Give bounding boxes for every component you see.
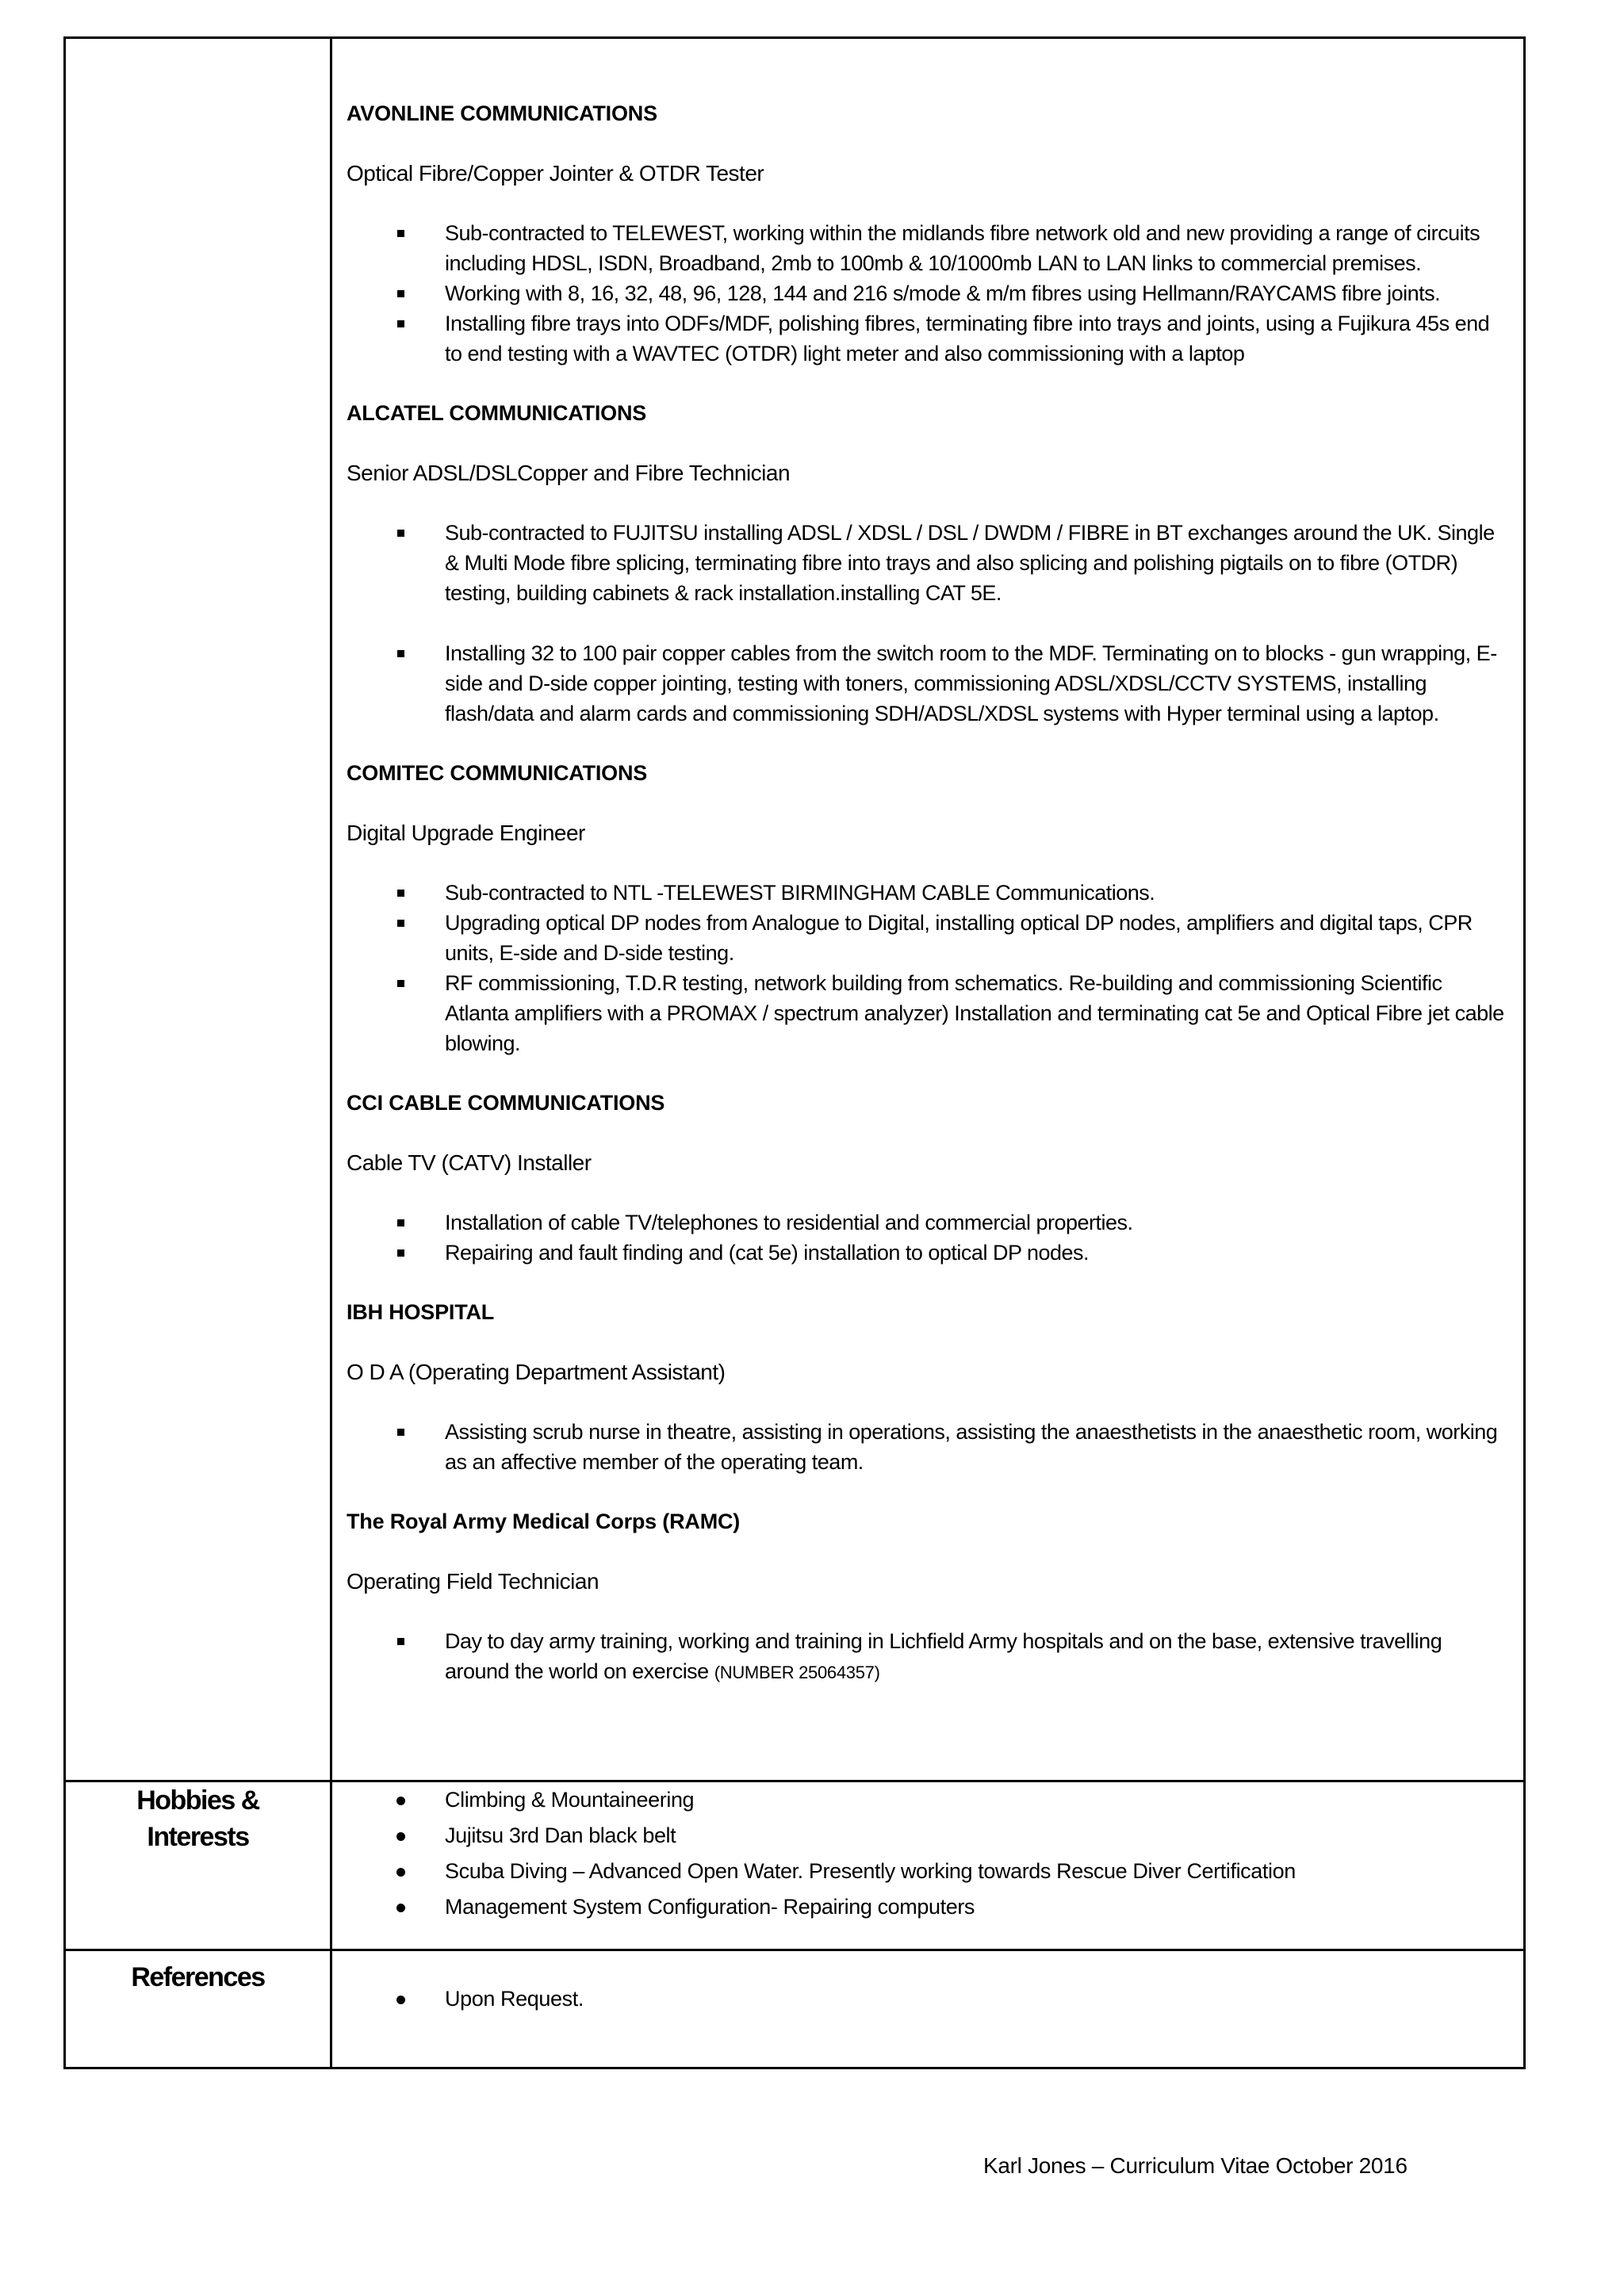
round-bullet-icon xyxy=(396,1904,405,1912)
company-name: The Royal Army Medical Corps (RAMC) xyxy=(347,1510,741,1533)
hobbies-row xyxy=(65,1781,1525,1950)
experience-row xyxy=(65,38,1525,1781)
job-cci-cable xyxy=(347,1089,1507,1268)
list-item: Climbing & Mountaineering xyxy=(347,1782,1507,1818)
list-item: Assisting scrub nurse in theatre, assisting in operations, assisting the anaesthetists in the anaesthetic room, working as an affective member of the operating team. xyxy=(347,1417,1507,1477)
square-bullet-icon xyxy=(397,920,404,927)
job-ibh-hospital xyxy=(347,1298,1507,1477)
square-bullet-icon xyxy=(397,530,404,537)
list-item: Upon Request. xyxy=(347,1981,1507,2017)
hobbies-side-cell xyxy=(65,1781,331,1950)
square-bullet-icon xyxy=(397,1638,404,1645)
square-bullet-icon xyxy=(397,1249,404,1257)
references-heading: References xyxy=(131,1962,265,1992)
service-number: (NUMBER 25064357) xyxy=(714,1663,880,1682)
duty-list xyxy=(347,1626,1507,1688)
square-bullet-icon xyxy=(397,650,404,657)
square-bullet-icon xyxy=(397,290,404,297)
list-item: Sub-contracted to TELEWEST, working within the midlands fibre network old and new providing a range of circuits including HDSL, ISDN, Broadband, 2mb to 100mb & 10/1000mb LAN to LAN links to commercial premises. xyxy=(347,218,1507,278)
company-name: AVONLINE COMMUNICATIONS xyxy=(347,101,657,125)
references-row xyxy=(65,1950,1525,2068)
list-item: Installing fibre trays into ODFs/MDF, polishing fibres, terminating fibre into trays and joints, using a Fujikura 45s end to end testing with a WAVTEC (OTDR) light meter and also commissioning with a laptop xyxy=(347,308,1507,369)
duty-list xyxy=(347,878,1507,1058)
square-bullet-icon xyxy=(397,1219,404,1226)
list-item: Management System Configuration- Repairing computers xyxy=(347,1889,1507,1925)
square-bullet-icon xyxy=(397,230,404,237)
list-item: Day to day army training, working and training in Lichfield Army hospitals and on the base, extensive travelling around the world on exercise (NUMBER 25064357) xyxy=(347,1626,1507,1688)
list-item: RF commissioning, T.D.R testing, network building from schematics. Re-building and commissioning Scientific Atlanta amplifiers with a PROMAX / spectrum analyzer) Installation and terminating cat 5e and Optical Fibre jet cable blowing. xyxy=(347,968,1507,1058)
hobbies-cell xyxy=(331,1781,1525,1950)
job-role: Senior ADSL/DSLCopper and Fibre Technician xyxy=(347,461,791,485)
job-role: Operating Field Technician xyxy=(347,1569,599,1594)
references-cell xyxy=(331,1950,1525,2068)
square-bullet-icon xyxy=(397,980,404,987)
job-role: Digital Upgrade Engineer xyxy=(347,821,585,845)
list-item: Upgrading optical DP nodes from Analogue to Digital, installing optical DP nodes, amplifiers and digital taps, CPR units, E-side and D-side testing. xyxy=(347,908,1507,968)
company-name: COMITEC COMMUNICATIONS xyxy=(347,761,648,785)
job-avonline xyxy=(347,99,1507,369)
job-role: Optical Fibre/Copper Jointer & OTDR Tester xyxy=(347,161,764,186)
duty-list xyxy=(347,1207,1507,1268)
cv-table xyxy=(63,36,1526,2069)
references-side-cell xyxy=(65,1950,331,2068)
duty-list xyxy=(347,218,1507,369)
job-ramc xyxy=(347,1507,1507,1688)
company-name: CCI CABLE COMMUNICATIONS xyxy=(347,1091,665,1115)
square-bullet-icon xyxy=(397,320,404,327)
hobbies-list xyxy=(347,1782,1507,1925)
list-item: Jujitsu 3rd Dan black belt xyxy=(347,1818,1507,1854)
list-item: Working with 8, 16, 32, 48, 96, 128, 144 and 216 s/mode & m/m fibres using Hellmann/RAYCAMS fibre joints. xyxy=(347,278,1507,308)
round-bullet-icon xyxy=(396,1832,405,1841)
page-footer: Karl Jones – Curriculum Vitae October 2016 xyxy=(983,2153,1408,2178)
duty-list xyxy=(347,518,1507,729)
experience-side-cell xyxy=(65,38,331,1781)
round-bullet-icon xyxy=(396,1996,405,2004)
list-item: Installation of cable TV/telephones to residential and commercial properties. xyxy=(347,1207,1507,1238)
round-bullet-icon xyxy=(396,1797,405,1805)
hobbies-heading: Hobbies & Interests xyxy=(136,1785,259,1852)
list-item: Installing 32 to 100 pair copper cables from the switch room to the MDF. Terminating on to blocks - gun wrapping, E-side and D-side copper jointing, testing with toners, commissioning ADSL/XDSL/CCTV SYSTEMS, installing flash/data and alarm cards and commissioning SDH/ADSL/XDSL systems with Hyper terminal using a laptop. xyxy=(347,638,1507,729)
list-item: Scuba Diving – Advanced Open Water. Presently working towards Rescue Diver Certification xyxy=(347,1854,1507,1889)
experience-cell xyxy=(331,38,1525,1781)
duty-list xyxy=(347,1417,1507,1477)
square-bullet-icon xyxy=(397,1429,404,1436)
list-item: Repairing and fault finding and (cat 5e) installation to optical DP nodes. xyxy=(347,1238,1507,1268)
references-list xyxy=(347,1981,1507,2017)
company-name: ALCATEL COMMUNICATIONS xyxy=(347,401,647,425)
list-item: Sub-contracted to FUJITSU installing ADSL / XDSL / DSL / DWDM / FIBRE in BT exchanges around the UK. Single & Multi Mode fibre splicing, terminating fibre into trays and also splicing and polishing pigtails on to fibre (OTDR) testing, building cabinets & rack installation.installing CAT 5E. xyxy=(347,518,1507,608)
job-role: O D A (Operating Department Assistant) xyxy=(347,1360,726,1384)
job-alcatel xyxy=(347,399,1507,729)
company-name: IBH HOSPITAL xyxy=(347,1300,495,1324)
job-comitec xyxy=(347,759,1507,1058)
list-item: Sub-contracted to NTL -TELEWEST BIRMINGHAM CABLE Communications. xyxy=(347,878,1507,908)
round-bullet-icon xyxy=(396,1868,405,1877)
job-role: Cable TV (CATV) Installer xyxy=(347,1150,592,1175)
square-bullet-icon xyxy=(397,890,404,897)
